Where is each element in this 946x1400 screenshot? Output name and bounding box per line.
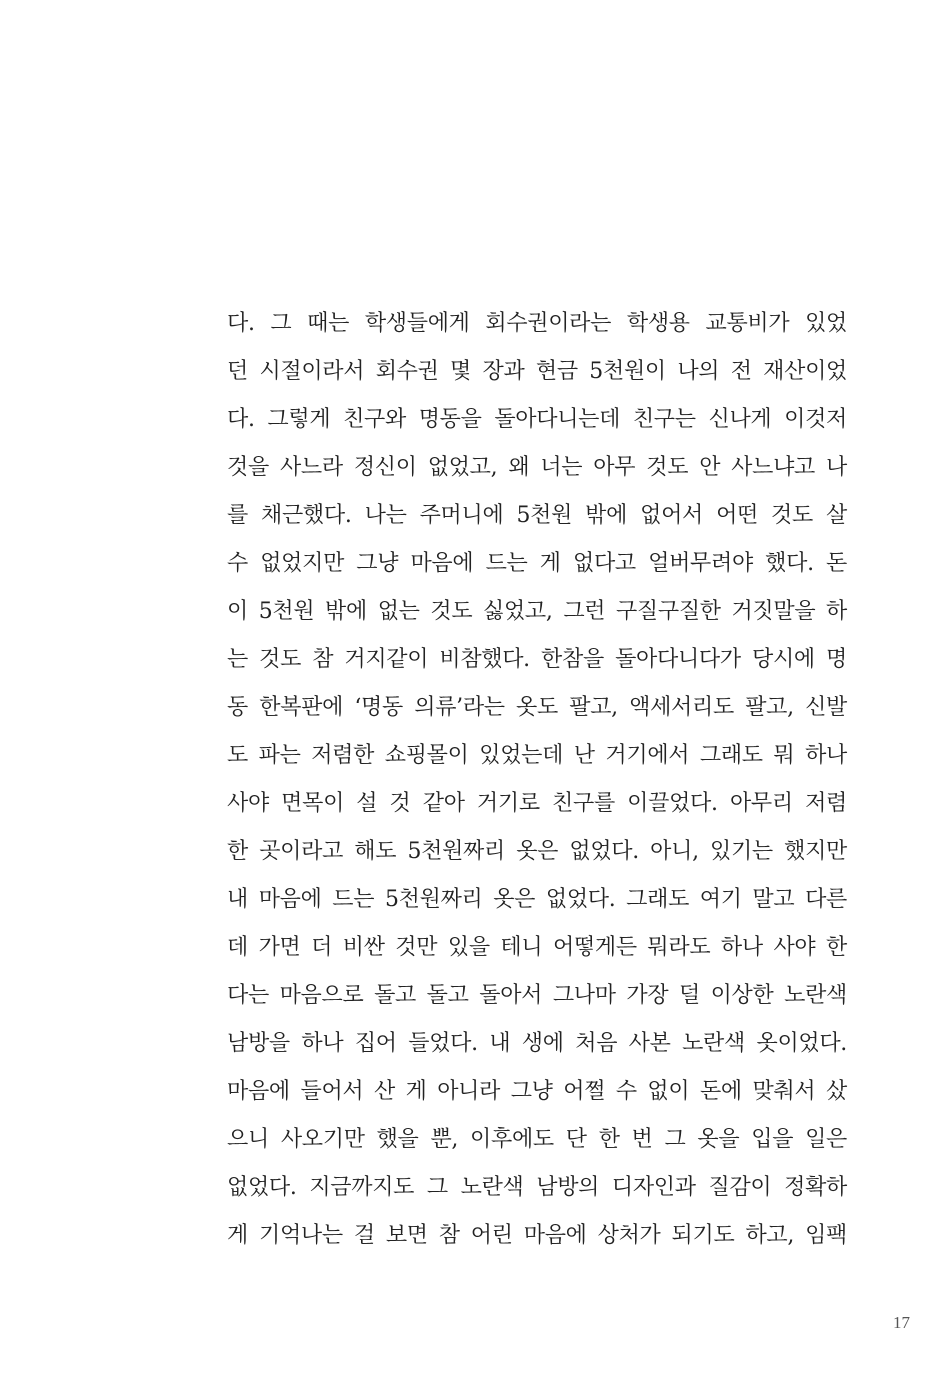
text-line: 데 가면 더 비싼 것만 있을 테니 어떻게든 뭐라도 하나 사야 한 (227, 935, 847, 960)
text-line: 다는 마음으로 돌고 돌고 돌아서 그나마 가장 덜 이상한 노란색 (227, 983, 847, 1008)
text-line: 동 한복판에 ‘명동 의류’라는 옷도 팔고, 액세서리도 팔고, 신발 (227, 695, 847, 720)
text-line: 사야 면목이 설 것 같아 거기로 친구를 이끌었다. 아무리 저렴 (227, 791, 847, 816)
text-line: 것을 사느라 정신이 없었고, 왜 너는 아무 것도 안 사느냐고 나 (227, 455, 847, 480)
text-line: 마음에 들어서 산 게 아니라 그냥 어쩔 수 없이 돈에 맞춰서 샀 (227, 1079, 847, 1104)
text-line: 으니 사오기만 했을 뿐, 이후에도 단 한 번 그 옷을 입을 일은 (227, 1127, 847, 1152)
body-paragraph (227, 300, 847, 1260)
text-line: 내 마음에 드는 5천원짜리 옷은 없었다. 그래도 여기 말고 다른 (227, 887, 847, 912)
text-line: 한 곳이라고 해도 5천원짜리 옷은 없었다. 아니, 있기는 했지만 (227, 839, 847, 864)
text-line: 수 없었지만 그냥 마음에 드는 게 없다고 얼버무려야 했다. 돈 (227, 551, 847, 576)
text-line: 던 시절이라서 회수권 몇 장과 현금 5천원이 나의 전 재산이었 (227, 359, 847, 384)
page-number: 17 (893, 1313, 910, 1332)
text-line: 도 파는 저렴한 쇼핑몰이 있었는데 난 거기에서 그래도 뭐 하나 (227, 743, 847, 768)
text-line: 게 기억나는 걸 보면 참 어린 마음에 상처가 되기도 하고, 임팩 (227, 1223, 847, 1248)
text-line: 이 5천원 밖에 없는 것도 싫었고, 그런 구질구질한 거짓말을 하 (227, 599, 847, 624)
text-line: 남방을 하나 집어 들었다. 내 생에 처음 사본 노란색 옷이었다. (227, 1031, 847, 1056)
text-line: 다. 그렇게 친구와 명동을 돌아다니는데 친구는 신나게 이것저 (227, 407, 847, 432)
text-line: 다. 그 때는 학생들에게 회수권이라는 학생용 교통비가 있었 (227, 311, 847, 336)
text-line: 는 것도 참 거지같이 비참했다. 한참을 돌아다니다가 당시에 명 (227, 647, 847, 672)
text-line: 없었다. 지금까지도 그 노란색 남방의 디자인과 질감이 정확하 (227, 1175, 847, 1200)
text-line: 를 채근했다. 나는 주머니에 5천원 밖에 없어서 어떤 것도 살 (227, 503, 847, 528)
